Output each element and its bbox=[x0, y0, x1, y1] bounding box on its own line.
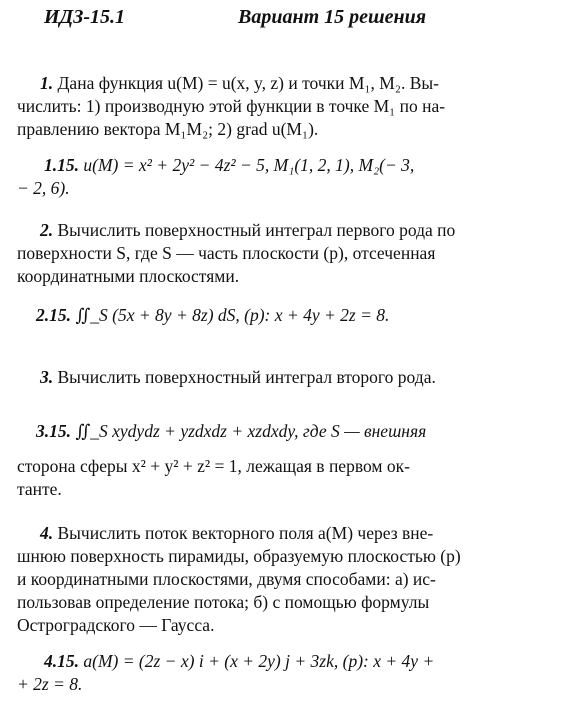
task3-number: 3. bbox=[40, 367, 54, 387]
task4-line1-text: Вычислить поток векторного поля a(M) через вне- bbox=[57, 523, 434, 543]
task4-problem-number: 4.15. bbox=[44, 651, 79, 671]
task4-line5: Остроградского — Гаусса. bbox=[17, 615, 215, 635]
task3-problem-line2: сторона сферы x² + y² + z² = 1, лежащая в первом ок- bbox=[17, 456, 410, 476]
task4-line2: шнюю поверхность пирамиды, образуемую плоскостью (p) bbox=[17, 546, 461, 566]
task4-line4: пользовав определение потока; б) с помощью формулы bbox=[17, 592, 430, 612]
task3-problem-number: 3.15. bbox=[36, 421, 71, 441]
task4-line1 bbox=[0, 522, 576, 544]
task2-problem-text: ∬_S (5x + 8y + 8z) dS, (p): x + 4y + 2z = 8. bbox=[75, 305, 390, 325]
task1-problem-text: u(M) = x² + 2y² − 4z² − 5, M₁(1, 2, 1), M₂(− 3, bbox=[83, 155, 415, 175]
task1-line3: правлению вектора M₁M₂; 2) grad u(M₁). bbox=[17, 119, 319, 139]
task2-problem-line bbox=[0, 304, 576, 326]
task4-number: 4. bbox=[40, 523, 54, 543]
task1-line2: числить: 1) производную этой функции в точке M₁ по на- bbox=[17, 96, 446, 116]
task4-problem-line1 bbox=[0, 650, 576, 672]
task1-problem-number: 1.15. bbox=[44, 155, 79, 175]
task2-line3: координатными плоскостями. bbox=[17, 266, 240, 286]
task4-problem-text: a(M) = (2z − x) i + (x + 2y) j + 3zk, (p): x + 4y + bbox=[83, 651, 435, 671]
task1-problem-line2: − 2, 6). bbox=[17, 178, 70, 198]
task2-problem-number: 2.15. bbox=[36, 305, 71, 325]
header-right: Вариант 15 решения bbox=[238, 6, 427, 28]
task1-line1 bbox=[0, 72, 576, 94]
task3-problem-text: ∬_S xydydz + yzdxdz + xzdxdy, где S — внешняя bbox=[75, 421, 427, 441]
task3-problem-line1 bbox=[0, 420, 576, 442]
header-left: ИДЗ-15.1 bbox=[44, 6, 126, 28]
task2-line2: поверхности S, где S — часть плоскости (p), отсеченная bbox=[17, 243, 436, 263]
task2-line1-text: Вычислить поверхностный интеграл первого рода по bbox=[57, 220, 456, 240]
task2-number: 2. bbox=[40, 220, 54, 240]
task1-line1-text: Дана функция u(M) = u(x, y, z) и точки M₁, M₂. Вы- bbox=[57, 73, 439, 93]
task1-number: 1. bbox=[40, 73, 54, 93]
task3-problem-line3: танте. bbox=[17, 479, 62, 499]
task4-problem-line2: + 2z = 8. bbox=[17, 674, 83, 694]
task4-line3: и координатными плоскостями, двумя способами: а) ис- bbox=[17, 569, 436, 589]
task2-line1 bbox=[0, 219, 576, 241]
task3-line1-text: Вычислить поверхностный интеграл второго рода. bbox=[57, 367, 436, 387]
task3-line1 bbox=[0, 366, 576, 388]
task1-problem-line1 bbox=[0, 154, 576, 176]
